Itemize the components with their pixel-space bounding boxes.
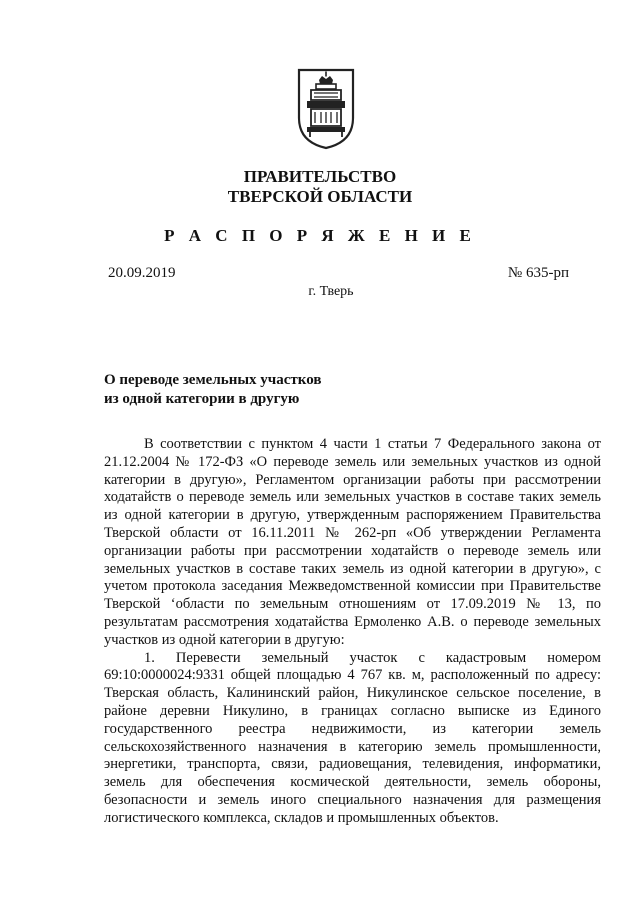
government-name-line1: ПРАВИТЕЛЬСТВО xyxy=(243,167,397,186)
document-subject xyxy=(104,371,321,409)
body-paragraph-item-1: 1. Перевести земельный участок с кадастровым номером 69:10:0000024:9331 общей площадью 4 767 кв. м, расположенный по адресу: Тверская область, Калининский район, Никулинское сельское поселение, в районе деревни Никулино, в границах согласно выписке из Единого государственного реестра недвижимости, из категории земель сельскохозяйственного назначения в категорию земель промышленности, энергетики, транспорта, связи, радиовещания, телевидения, информатики, земель для обеспечения космической деятельности, земель обороны, безопасности и земель иного специального назначения для размещения логистического комплекса, складов и промышленных объектов. xyxy=(104,649,601,826)
tver-coat-of-arms-icon xyxy=(297,68,355,150)
body-paragraph-preamble: В соответствии с пунктом 4 части 1 статьи 7 Федерального закона от 21.12.2004 № 172-ФЗ «О переводе земель или земельных участков из одной категории в другую», Регламентом организации работы при рассмотрении ходатайств о переводе земель или земельных участков в составе таких земель из одной категории в другую, утвержденным распоряжением Правительства Тверской области от 16.11.2011 № 262-рп «Об утверждении Регламента организации работы при рассмотрении ходатайств о переводе земель или земельных участков в составе таких земель из одной категории в другую», с учетом протокола заседания Межведомственной комиссии при Правительстве Тверской ‘области по земельным отношениям от 17.09.2019 № 13, по результатам рассмотрения ходатайства Ермоленко А.В. о переводе земельных участков из одной категории в другую: xyxy=(104,436,601,648)
document-body xyxy=(104,436,601,828)
subject-line2: из одной категории в другую xyxy=(104,391,300,407)
document-date: 20.09.2019 xyxy=(108,265,176,281)
subject-line1: О переводе земельных участков xyxy=(104,372,322,388)
document-type-title: Р А С П О Р Я Ж Е Н И Е xyxy=(164,226,476,245)
government-name-line2: ТВЕРСКОЙ ОБЛАСТИ xyxy=(227,187,413,206)
document-number: № 635-рп xyxy=(507,265,569,281)
document-city: г. Тверь xyxy=(308,284,354,299)
